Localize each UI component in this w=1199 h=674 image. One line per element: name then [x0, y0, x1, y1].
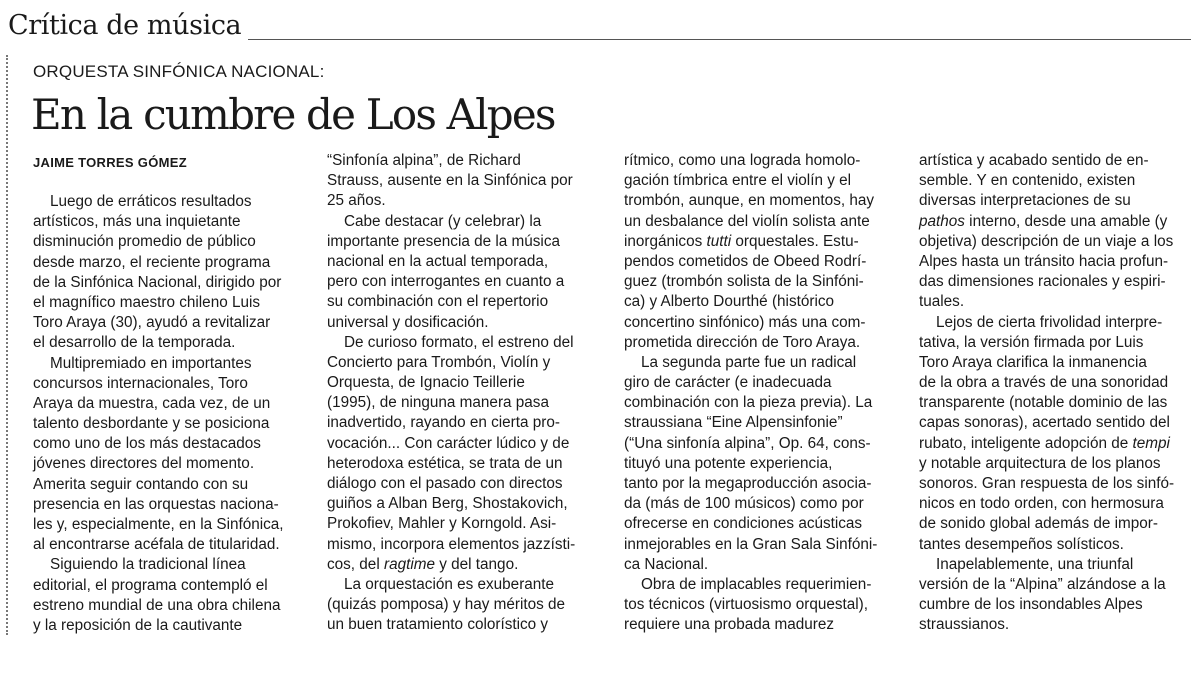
- text-line: Lejos de cierta frivolidad interpre-: [936, 313, 1163, 331]
- text-line: gación tímbrica entre el violín y el: [624, 172, 852, 190]
- text-line: rítmico, como una lograda homolo-: [624, 152, 861, 169]
- text-line: da (más de 100 músicos) como por: [624, 495, 864, 513]
- text-line: La orquestación es exuberante: [344, 575, 555, 593]
- text-line: universal y dosificación.: [327, 313, 489, 331]
- text-line: rubato, inteligente adopción de tempi: [919, 434, 1170, 452]
- text-line: el desarrollo de la temporada.: [33, 334, 236, 352]
- italic-term: ragtime: [383, 555, 435, 573]
- text-line: cumbre de los insondables Alpes: [919, 596, 1143, 614]
- text-line: combinación con la pieza previa). La: [624, 394, 873, 412]
- text-line: concertino sinfónico) más una com-: [624, 313, 866, 331]
- article-column-1: [33, 192, 311, 636]
- text-line: pathos interno, desde una amable (y: [919, 212, 1168, 230]
- text-line: (quizás pomposa) y hay méritos de: [327, 596, 566, 614]
- text-line: De curioso formato, el estreno del: [344, 333, 574, 351]
- text-line: Toro Araya (30), ayudó a revitalizar: [33, 314, 271, 332]
- text-line: trombón, aunque, en momentos, hay: [624, 192, 875, 210]
- text-line: estreno mundial de una obra chilena: [33, 596, 281, 614]
- text-line: de la Sinfónica Nacional, dirigido por: [33, 273, 282, 291]
- text-line: straussianos.: [919, 616, 1010, 634]
- text-line: requiere una probada madurez: [624, 616, 835, 634]
- text-line: straussiana “Eine Alpensinfonie”: [624, 414, 843, 432]
- text-line: al encontrarse acéfala de titularidad.: [33, 536, 280, 554]
- text-line: Inapelablemente, una triunfal: [936, 555, 1134, 573]
- text-line: concursos internacionales, Toro: [33, 374, 248, 392]
- text-line: nicos en todo orden, con hermosura: [919, 495, 1164, 513]
- text-line: (1995), de ninguna manera pasa: [327, 394, 549, 412]
- text-line: ofrecerse en condiciones acústicas: [624, 515, 863, 533]
- text-line: Toro Araya clarifica la inmanencia: [919, 353, 1147, 371]
- text-line: Prokofiev, Mahler y Korngold. Asi-: [327, 515, 557, 533]
- italic-term: tempi: [1132, 434, 1170, 452]
- text-line: giro de carácter (e inadecuada: [624, 374, 832, 392]
- article-kicker: ORQUESTA SINFÓNICA NACIONAL:: [33, 62, 325, 81]
- text-line: y la reposición de la cautivante: [33, 616, 243, 634]
- article-column-2: [327, 151, 605, 636]
- text-line: “Sinfonía alpina”, de Richard: [327, 152, 521, 169]
- text-line: ca) y Alberto Dourthé (histórico: [624, 293, 834, 311]
- text-line: su combinación con el repertorio: [327, 293, 549, 311]
- text-line: Multipremiado en importantes: [50, 354, 252, 372]
- article-column-3: [624, 151, 902, 636]
- text-line: inorgánicos tutti orquestales. Estu-: [624, 232, 859, 250]
- text-line: prometida dirección de Toro Araya.: [624, 333, 861, 351]
- text-line: Orquesta, de Ignacio Teillerie: [327, 374, 525, 392]
- text-line: inadvertido, rayando en cierta pro-: [327, 414, 560, 432]
- text-line: como uno de los más destacados: [33, 435, 261, 453]
- text-line: La segunda parte fue un radical: [641, 353, 857, 371]
- text-line: disminución promedio de público: [33, 233, 256, 251]
- text-line: les y, especialmente, en la Sinfónica,: [33, 516, 284, 533]
- text-line: Cabe destacar (y celebrar) la: [344, 212, 542, 230]
- text-line: vocación... Con carácter lúdico y de: [327, 434, 570, 452]
- text-line: transparente (notable dominio de las: [919, 394, 1168, 412]
- text-line: artísticos, más una inquietante: [33, 213, 241, 231]
- text-line: de sonido global además de impor-: [919, 515, 1158, 533]
- italic-term: pathos: [919, 212, 965, 230]
- text-line: objetiva) descripción de un viaje a los: [919, 232, 1174, 250]
- text-line: y notable arquitectura de los planos: [919, 454, 1161, 472]
- text-line: un desbalance del violín solista ante: [624, 212, 870, 230]
- text-line: Araya da muestra, cada vez, de un: [33, 394, 271, 412]
- text-line: editorial, el programa contempló el: [33, 576, 268, 594]
- article-headline: En la cumbre de Los Alpes: [31, 90, 555, 139]
- text-line: Strauss, ausente en la Sinfónica por: [327, 172, 573, 190]
- article-byline: JAIME TORRES GÓMEZ: [33, 155, 187, 170]
- text-line: Luego de erráticos resultados: [50, 193, 252, 210]
- text-line: el magnífico maestro chileno Luis: [33, 293, 261, 311]
- text-line: mismo, incorpora elementos jazzísti-: [327, 535, 576, 553]
- text-line: (“Una sinfonía alpina”, Op. 64, cons-: [624, 434, 871, 452]
- section-title: Crítica de música: [8, 10, 242, 41]
- section-rule: [248, 39, 1191, 40]
- text-line: capas sonoras), acertado sentido del: [919, 414, 1170, 432]
- article-column-4: [919, 151, 1197, 636]
- text-line: versión de la “Alpina” alzándose a la: [919, 575, 1166, 593]
- italic-term: tutti: [706, 232, 732, 250]
- text-line: guiños a Alban Berg, Shostakovich,: [327, 495, 568, 513]
- text-line: pendos cometidos de Obeed Rodrí-: [624, 252, 867, 270]
- text-line: tituyó una potente experiencia,: [624, 454, 833, 472]
- text-line: tuales.: [919, 293, 965, 311]
- text-line: tos técnicos (virtuosismo orquestal),: [624, 596, 868, 614]
- text-line: Amerita seguir contando con su: [33, 475, 249, 493]
- text-line: diálogo con el pasado con directos: [327, 475, 563, 492]
- text-line: ca Nacional.: [624, 555, 709, 573]
- text-line: 25 años.: [327, 192, 386, 210]
- text-line: tanto por la megaproducción asocia-: [624, 475, 872, 492]
- text-line: pero con interrogantes en cuanto a: [327, 273, 565, 291]
- text-line: Siguiendo la tradicional línea: [50, 556, 246, 574]
- text-line: Concierto para Trombón, Violín y: [327, 353, 551, 371]
- text-line: de la obra a través de una sonoridad: [919, 374, 1169, 392]
- text-line: inmejorables en la Gran Sala Sinfóni-: [624, 535, 878, 553]
- text-line: desde marzo, el reciente programa: [33, 253, 271, 271]
- text-line: das dimensiones racionales y espiri-: [919, 273, 1166, 291]
- text-line: cos, del ragtime y del tango.: [327, 555, 519, 573]
- text-line: tativa, la versión firmada por Luis: [919, 333, 1144, 351]
- text-line: sonoros. Gran respuesta de los sinfó-: [919, 475, 1175, 492]
- text-line: artística y acabado sentido de en-: [919, 152, 1149, 169]
- text-line: Obra de implacables requerimien-: [641, 575, 872, 593]
- text-line: semble. Y en contenido, existen: [919, 172, 1136, 190]
- text-line: guez (trombón solista de la Sinfóni-: [624, 273, 864, 291]
- text-line: un buen tratamiento colorístico y: [327, 616, 549, 634]
- text-line: Alpes hasta un tránsito hacia profun-: [919, 252, 1169, 270]
- text-line: talento desbordante y se posiciona: [33, 415, 270, 433]
- text-line: heterodoxa estética, se trata de un: [327, 454, 563, 472]
- text-line: presencia en las orquestas naciona-: [33, 495, 279, 513]
- text-line: jóvenes directores del momento.: [33, 455, 255, 473]
- text-line: nacional en la actual temporada,: [327, 252, 549, 270]
- text-line: diversas interpretaciones de su: [919, 192, 1131, 210]
- margin-dotted-rule: [6, 55, 8, 635]
- text-line: tantes desempeños solísticos.: [919, 535, 1124, 553]
- text-line: importante presencia de la música: [327, 232, 560, 250]
